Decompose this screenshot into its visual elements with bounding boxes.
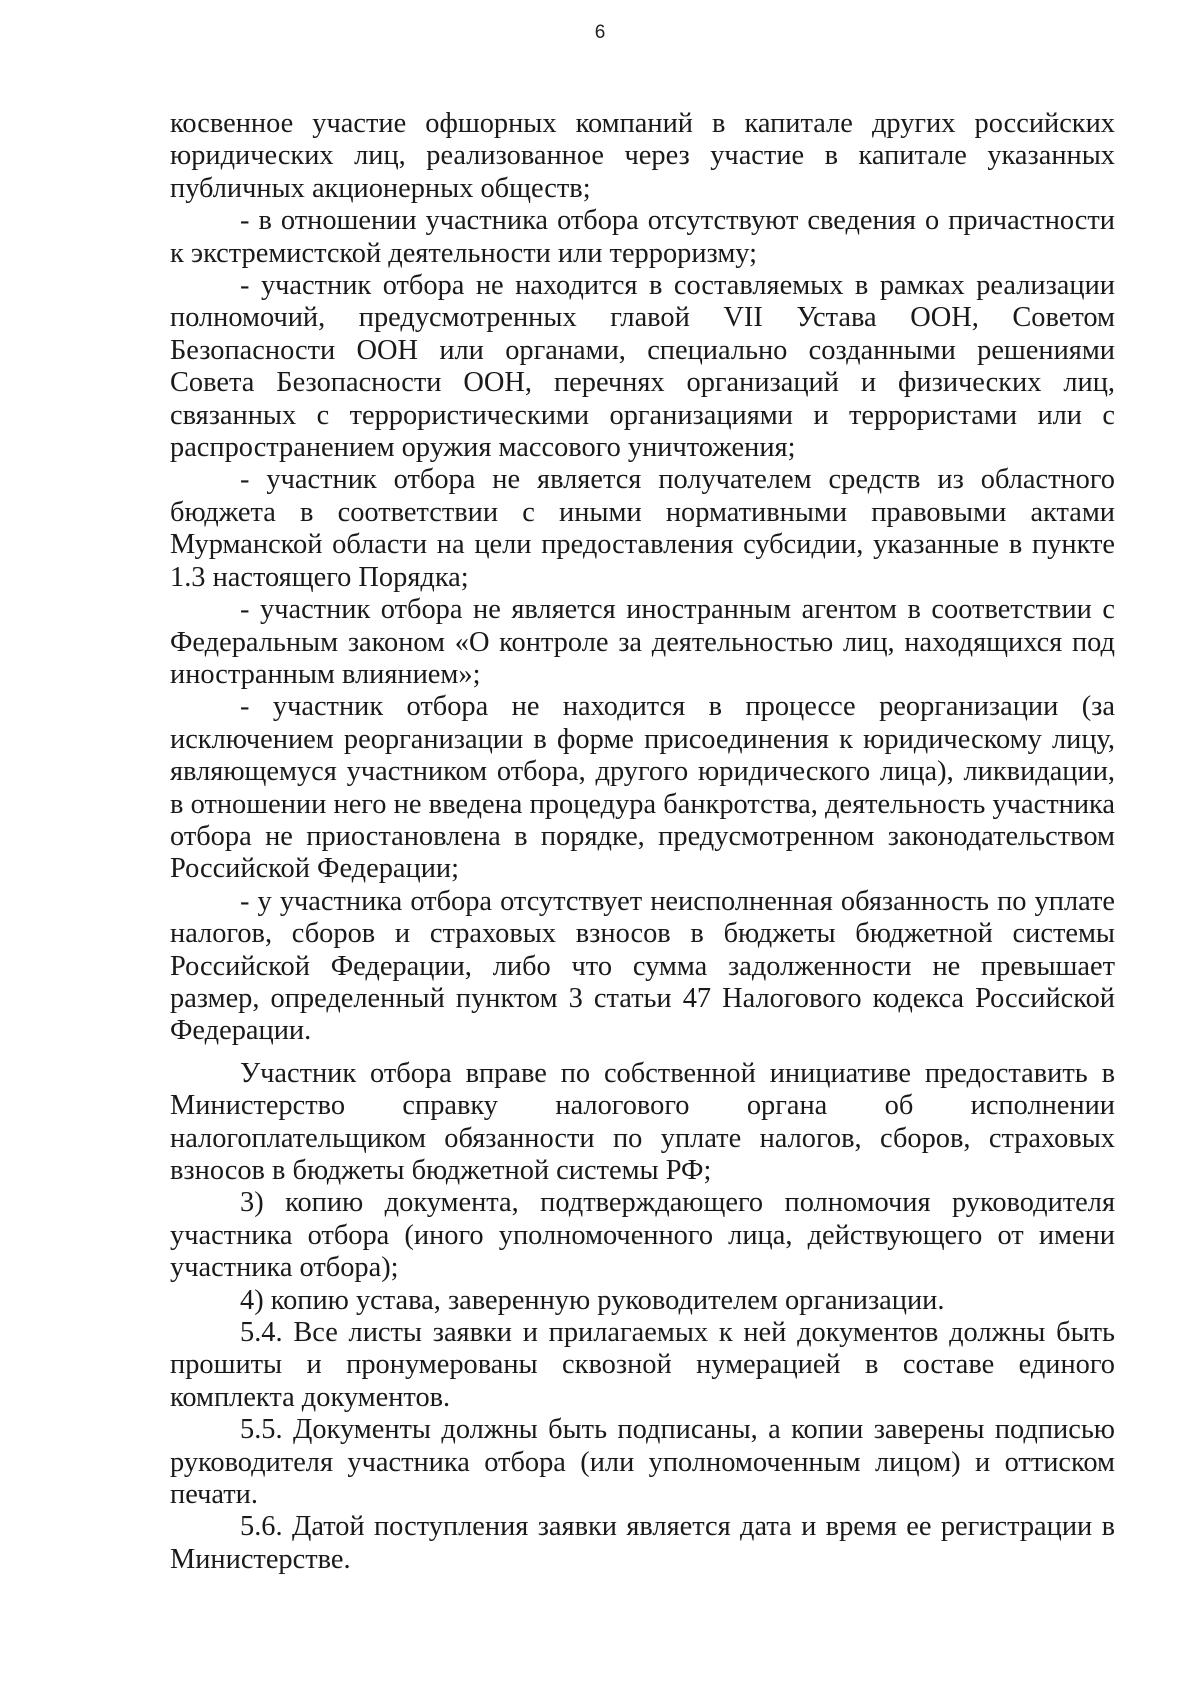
- paragraph-budget-funds: - участник отбора не является получателем средств из областного бюджета в соответствии с иными нормативными правовыми актами Мурманской области на цели предоставления субсидии, указанные в пункте 1.3 настоящего Порядка;: [170, 464, 1115, 593]
- paragraph-offshore-participation: косвенное участие офшорных компаний в капитале других российских юридических лиц, реализованное через участие в капитале указанных публичных акционерных обществ;: [170, 108, 1115, 204]
- document-body: [170, 108, 1115, 1576]
- paragraph-item-3: 3) копию документа, подтверждающего полномочия руководителя участника отбора (иного уполномоченного лица, действующего от имени участника отбора);: [170, 1187, 1115, 1284]
- paragraph-item-4: 4) копию устава, заверенную руководителем организации.: [240, 1284, 945, 1316]
- page-number: 6: [594, 22, 606, 43]
- paragraph-5-5: 5.5. Документы должны быть подписаны, а копии заверены подписью руководителя участника отбора (или уполномоченным лицом) и оттиском печати.: [170, 1414, 1115, 1511]
- paragraph-tax-obligations: - у участника отбора отсутствует неисполненная обязанность по уплате налогов, сборов и страховых взносов в бюджеты бюджетной системы Российской Федерации, либо что сумма задолженности не превышает размер, определенный пунктом 3 статьи 47 Налогового кодекса Российской Федерации.: [170, 885, 1115, 1047]
- paragraph-extremism: - в отношении участника отбора отсутствуют сведения о причастности к экстремистской деятельности или терроризму;: [170, 205, 1115, 269]
- paragraph-5-4: 5.4. Все листы заявки и прилагаемых к ней документов должны быть прошиты и пронумерованы сквозной нумерацией в составе единого комплекта документов.: [170, 1317, 1115, 1413]
- paragraph-reorganization: - участник отбора не находится в процессе реорганизации (за исключением реорганизации в форме присоединения к юридическому лицу, являющемуся участником отбора, другого юридического лица), ликвидации, в отношении него не введена процедура банкротства, деятельность участника отбора не приостановлена в порядке, предусмотренном законодательством Российской Федерации;: [170, 691, 1115, 885]
- paragraph-tax-certificate: Участник отбора вправе по собственной инициативе предоставить в Министерство справку налогового органа об исполнении налогоплательщиком обязанности по уплате налогов, сборов, страховых взносов в бюджеты бюджетной системы РФ;: [170, 1057, 1115, 1186]
- paragraph-foreign-agent: - участник отбора не является иностранным агентом в соответствии с Федеральным законом «О контроле за деятельностью лиц, находящихся под иностранным влиянием»;: [170, 594, 1115, 690]
- paragraph-5-6: 5.6. Датой поступления заявки является дата и время ее регистрации в Министерстве.: [170, 1511, 1115, 1575]
- paragraph-un-sanctions: - участник отбора не находится в составляемых в рамках реализации полномочий, предусмотренных главой VII Устава ООН, Советом Безопасности ООН или органами, специально созданными решениями Совета Безопасности ООН, перечнях организаций и физических лиц, связанных с террористическими организациями и террористами или с распространением оружия массового уничтожения;: [170, 270, 1115, 464]
